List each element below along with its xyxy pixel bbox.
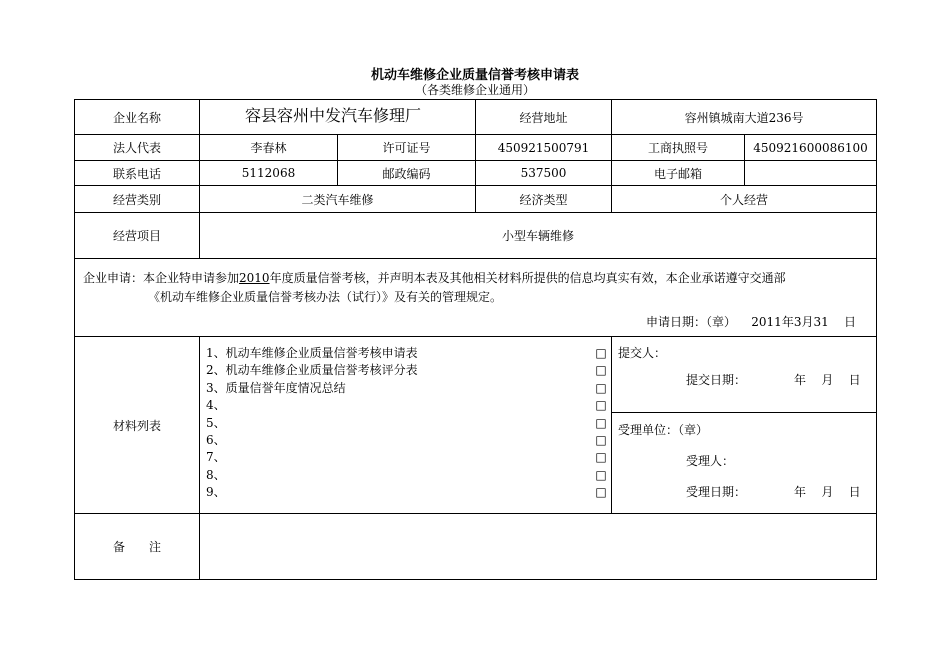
label-email: 电子邮箱 [612, 161, 745, 186]
remarks-value[interactable] [200, 514, 877, 580]
submit-date[interactable] [618, 371, 876, 388]
material-item-label: 9、 [206, 485, 226, 500]
application-date-day: 日 [844, 315, 857, 329]
checkbox[interactable]: □ [595, 485, 607, 500]
label-economic-type: 经济类型 [476, 186, 612, 213]
material-item-label: 6、 [206, 432, 226, 447]
table-row [75, 186, 877, 213]
material-item-label: 1、机动车维修企业质量信誉考核申请表 [206, 346, 418, 360]
label-phone: 联系电话 [75, 161, 200, 186]
accept-date-label: 受理日期： [686, 485, 747, 499]
label-remarks: 备 注 [75, 514, 200, 580]
label-business-category: 经营类别 [75, 186, 200, 213]
list-item [206, 449, 607, 466]
list-item [206, 415, 607, 432]
list-item [206, 432, 607, 449]
list-item [206, 345, 607, 362]
submit-date-year: 年 [794, 373, 807, 387]
list-item [206, 484, 607, 501]
submitter-label[interactable]: 提交人： [618, 346, 667, 360]
list-item [206, 380, 607, 397]
license-no-value[interactable]: 450921500791 [476, 135, 612, 161]
material-item-label: 8、 [206, 467, 226, 482]
checkbox[interactable]: □ [595, 398, 607, 413]
accept-block [618, 413, 876, 500]
application-form-table [74, 99, 877, 580]
table-row [75, 259, 877, 337]
label-business-address: 经营地址 [476, 100, 612, 135]
economic-type-value[interactable]: 个人经营 [612, 186, 877, 213]
business-address-value[interactable]: 容州镇城南大道236号 [612, 100, 877, 135]
application-date [83, 313, 870, 332]
submit-date-month: 月 [821, 373, 834, 387]
table-row [75, 135, 877, 161]
list-item [206, 467, 607, 484]
material-item-label: 4、 [206, 398, 226, 413]
checkbox[interactable]: □ [595, 363, 607, 378]
business-category-value[interactable]: 二类汽车维修 [200, 186, 476, 213]
declaration-line-1 [83, 269, 870, 288]
postcode-value[interactable]: 537500 [476, 161, 612, 186]
application-date-value[interactable]: 2011年3月31 [751, 315, 829, 329]
material-item-label: 5、 [206, 415, 226, 430]
accepting-person-label[interactable]: 受理人： [686, 454, 735, 468]
declaration-prefix: 企业申请：本企业特申请参加 [83, 271, 240, 285]
label-license-no: 许可证号 [338, 135, 476, 161]
application-declaration [75, 259, 877, 337]
label-postcode: 邮政编码 [338, 161, 476, 186]
checkbox[interactable]: □ [595, 450, 607, 465]
declaration-year[interactable]: 2010 [239, 271, 270, 285]
table-row [75, 337, 877, 514]
checkbox[interactable]: □ [595, 346, 607, 360]
list-item [206, 362, 607, 379]
declaration-line-2: 《机动车维修企业质量信誉考核办法（试行）》及有关的管理规定。 [148, 290, 503, 304]
material-item-label: 7、 [206, 450, 226, 465]
material-item-label: 3、质量信誉年度情况总结 [206, 380, 346, 395]
table-row [75, 100, 877, 135]
form-subtitle: （各类维修企业通用） [414, 83, 535, 97]
submit-date-label: 提交日期： [686, 373, 747, 387]
biz-license-no-value[interactable]: 450921600086100 [745, 135, 877, 161]
label-biz-license-no: 工商执照号 [612, 135, 745, 161]
submit-date-day: 日 [848, 373, 861, 387]
table-row [75, 161, 877, 186]
submission-section [612, 337, 877, 514]
accept-date-month: 月 [821, 485, 834, 499]
checkbox[interactable]: □ [595, 467, 607, 482]
label-company-name: 企业名称 [75, 100, 200, 135]
material-item-label: 2、机动车维修企业质量信誉考核评分表 [206, 363, 418, 378]
materials-list [200, 337, 612, 514]
declaration-line-1-rest: 年度质量信誉考核，并声明本表及其他相关材料所提供的信息均真实有效，本企业承诺遵守交通部 [269, 271, 786, 285]
list-item [206, 397, 607, 414]
application-date-label: 申请日期：（章） [646, 315, 737, 329]
business-items-value[interactable]: 小型车辆维修 [200, 213, 877, 259]
accept-date[interactable] [618, 483, 876, 500]
email-value[interactable] [745, 161, 877, 186]
label-legal-rep: 法人代表 [75, 135, 200, 161]
accept-date-year: 年 [794, 485, 807, 499]
table-row [75, 514, 877, 580]
label-materials-list: 材料列表 [75, 337, 200, 514]
table-row [75, 213, 877, 259]
phone-value[interactable]: 5112068 [200, 161, 338, 186]
company-name-value[interactable]: 容县容州中发汽车修理厂 [200, 100, 476, 135]
accept-date-day: 日 [848, 485, 861, 499]
checkbox[interactable]: □ [595, 432, 607, 447]
checkbox[interactable]: □ [595, 380, 607, 395]
form-title: 机动车维修企业质量信誉考核申请表 [370, 68, 579, 83]
label-business-items: 经营项目 [75, 213, 200, 259]
checkbox[interactable]: □ [595, 415, 607, 430]
legal-rep-value[interactable]: 李春林 [200, 135, 338, 161]
submit-block [618, 344, 876, 412]
accepting-unit-label[interactable]: 受理单位：（章） [618, 423, 709, 437]
